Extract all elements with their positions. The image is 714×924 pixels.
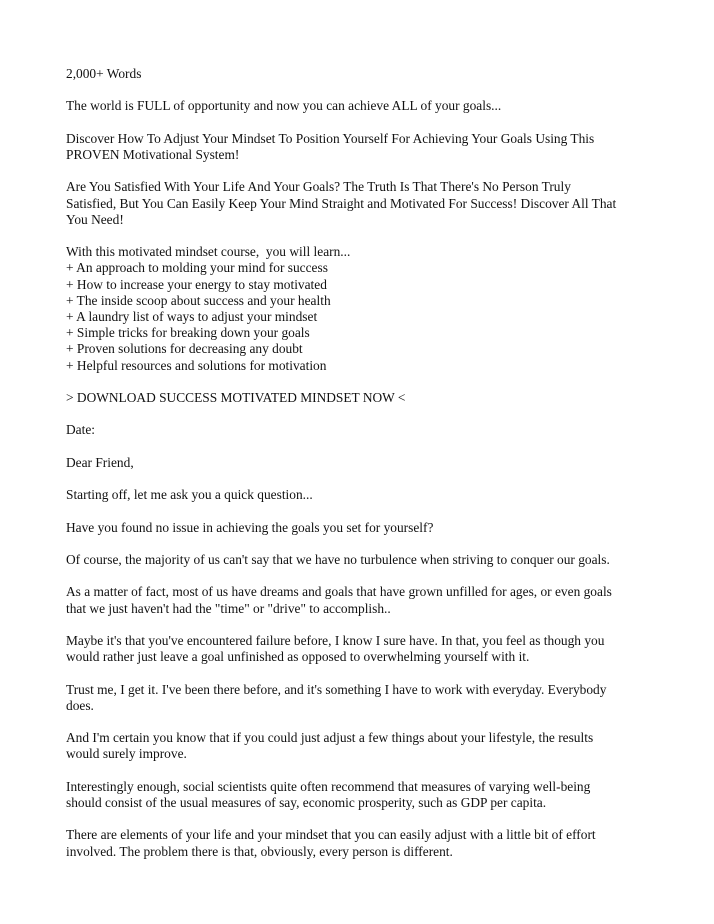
list-item: + The inside scoop about success and your health xyxy=(66,292,331,308)
list-item: + An approach to molding your mind for success xyxy=(66,260,328,276)
body-paragraph: Interestingly enough, social scientists quite often recommend that measures of varying well-being should consist of the usual measures of say, economic prosperity, such as GDP per capita. xyxy=(66,778,591,810)
body-paragraph: Have you found no issue in achieving the goals you set for yourself? xyxy=(66,519,434,535)
discover-headline: Discover How To Adjust Your Mindset To Position Yourself For Achieving Your Goals Using This PROVEN Motivational System! xyxy=(66,130,595,162)
download-cta: > DOWNLOAD SUCCESS MOTIVATED MINDSET NOW < xyxy=(66,389,406,405)
body-paragraph: Maybe it's that you've encountered failure before, I know I sure have. In that, you feel as though you would rather just leave a goal unfinished as opposed to overwhelming yourself with it. xyxy=(66,632,605,665)
learn-list-intro: With this motivated mindset course, you will learn... xyxy=(66,244,351,260)
body-paragraph: There are elements of your life and your mindset that you can easily adjust with a little bit of effort involved. The problem there is that, obviously, every person is different. xyxy=(66,827,596,859)
word-count: 2,000+ Words xyxy=(66,66,142,81)
intro-paragraph: The world is FULL of opportunity and now you can achieve ALL of your goals... xyxy=(66,98,502,114)
body-paragraph: Of course, the majority of us can't say that we have no turbulence when striving to conquer our goals. xyxy=(66,551,610,567)
body-paragraph: Trust me, I get it. I've been there before, and it's something I have to work with everyday. Everybody does. xyxy=(66,681,607,713)
body-paragraph: And I'm certain you know that if you could just adjust a few things about your lifestyle, the results would surely improve. xyxy=(66,730,594,762)
list-item: + A laundry list of ways to adjust your mindset xyxy=(66,308,318,324)
body-paragraph: As a matter of fact, most of us have dreams and goals that have grown unfilled for ages, or even goals that we just haven't had the "time" or "drive" to accomplish.. xyxy=(66,584,612,616)
body-paragraph: Starting off, let me ask you a quick question... xyxy=(66,487,313,503)
learn-list xyxy=(66,244,658,374)
salutation: Dear Friend, xyxy=(66,454,134,470)
document-page xyxy=(66,66,658,876)
list-item: + Helpful resources and solutions for motivation xyxy=(66,357,327,373)
date-label: Date: xyxy=(66,422,95,438)
list-item: + How to increase your energy to stay motivated xyxy=(66,276,327,292)
list-item: + Simple tricks for breaking down your goals xyxy=(66,325,310,341)
list-item: + Proven solutions for decreasing any doubt xyxy=(66,341,303,357)
satisfied-paragraph: Are You Satisfied With Your Life And Your Goals? The Truth Is That There's No Person Truly Satisfied, But You Can Easily Keep Your Mind Straight and Motivated For Success! Discover All That You Need! xyxy=(66,179,617,227)
